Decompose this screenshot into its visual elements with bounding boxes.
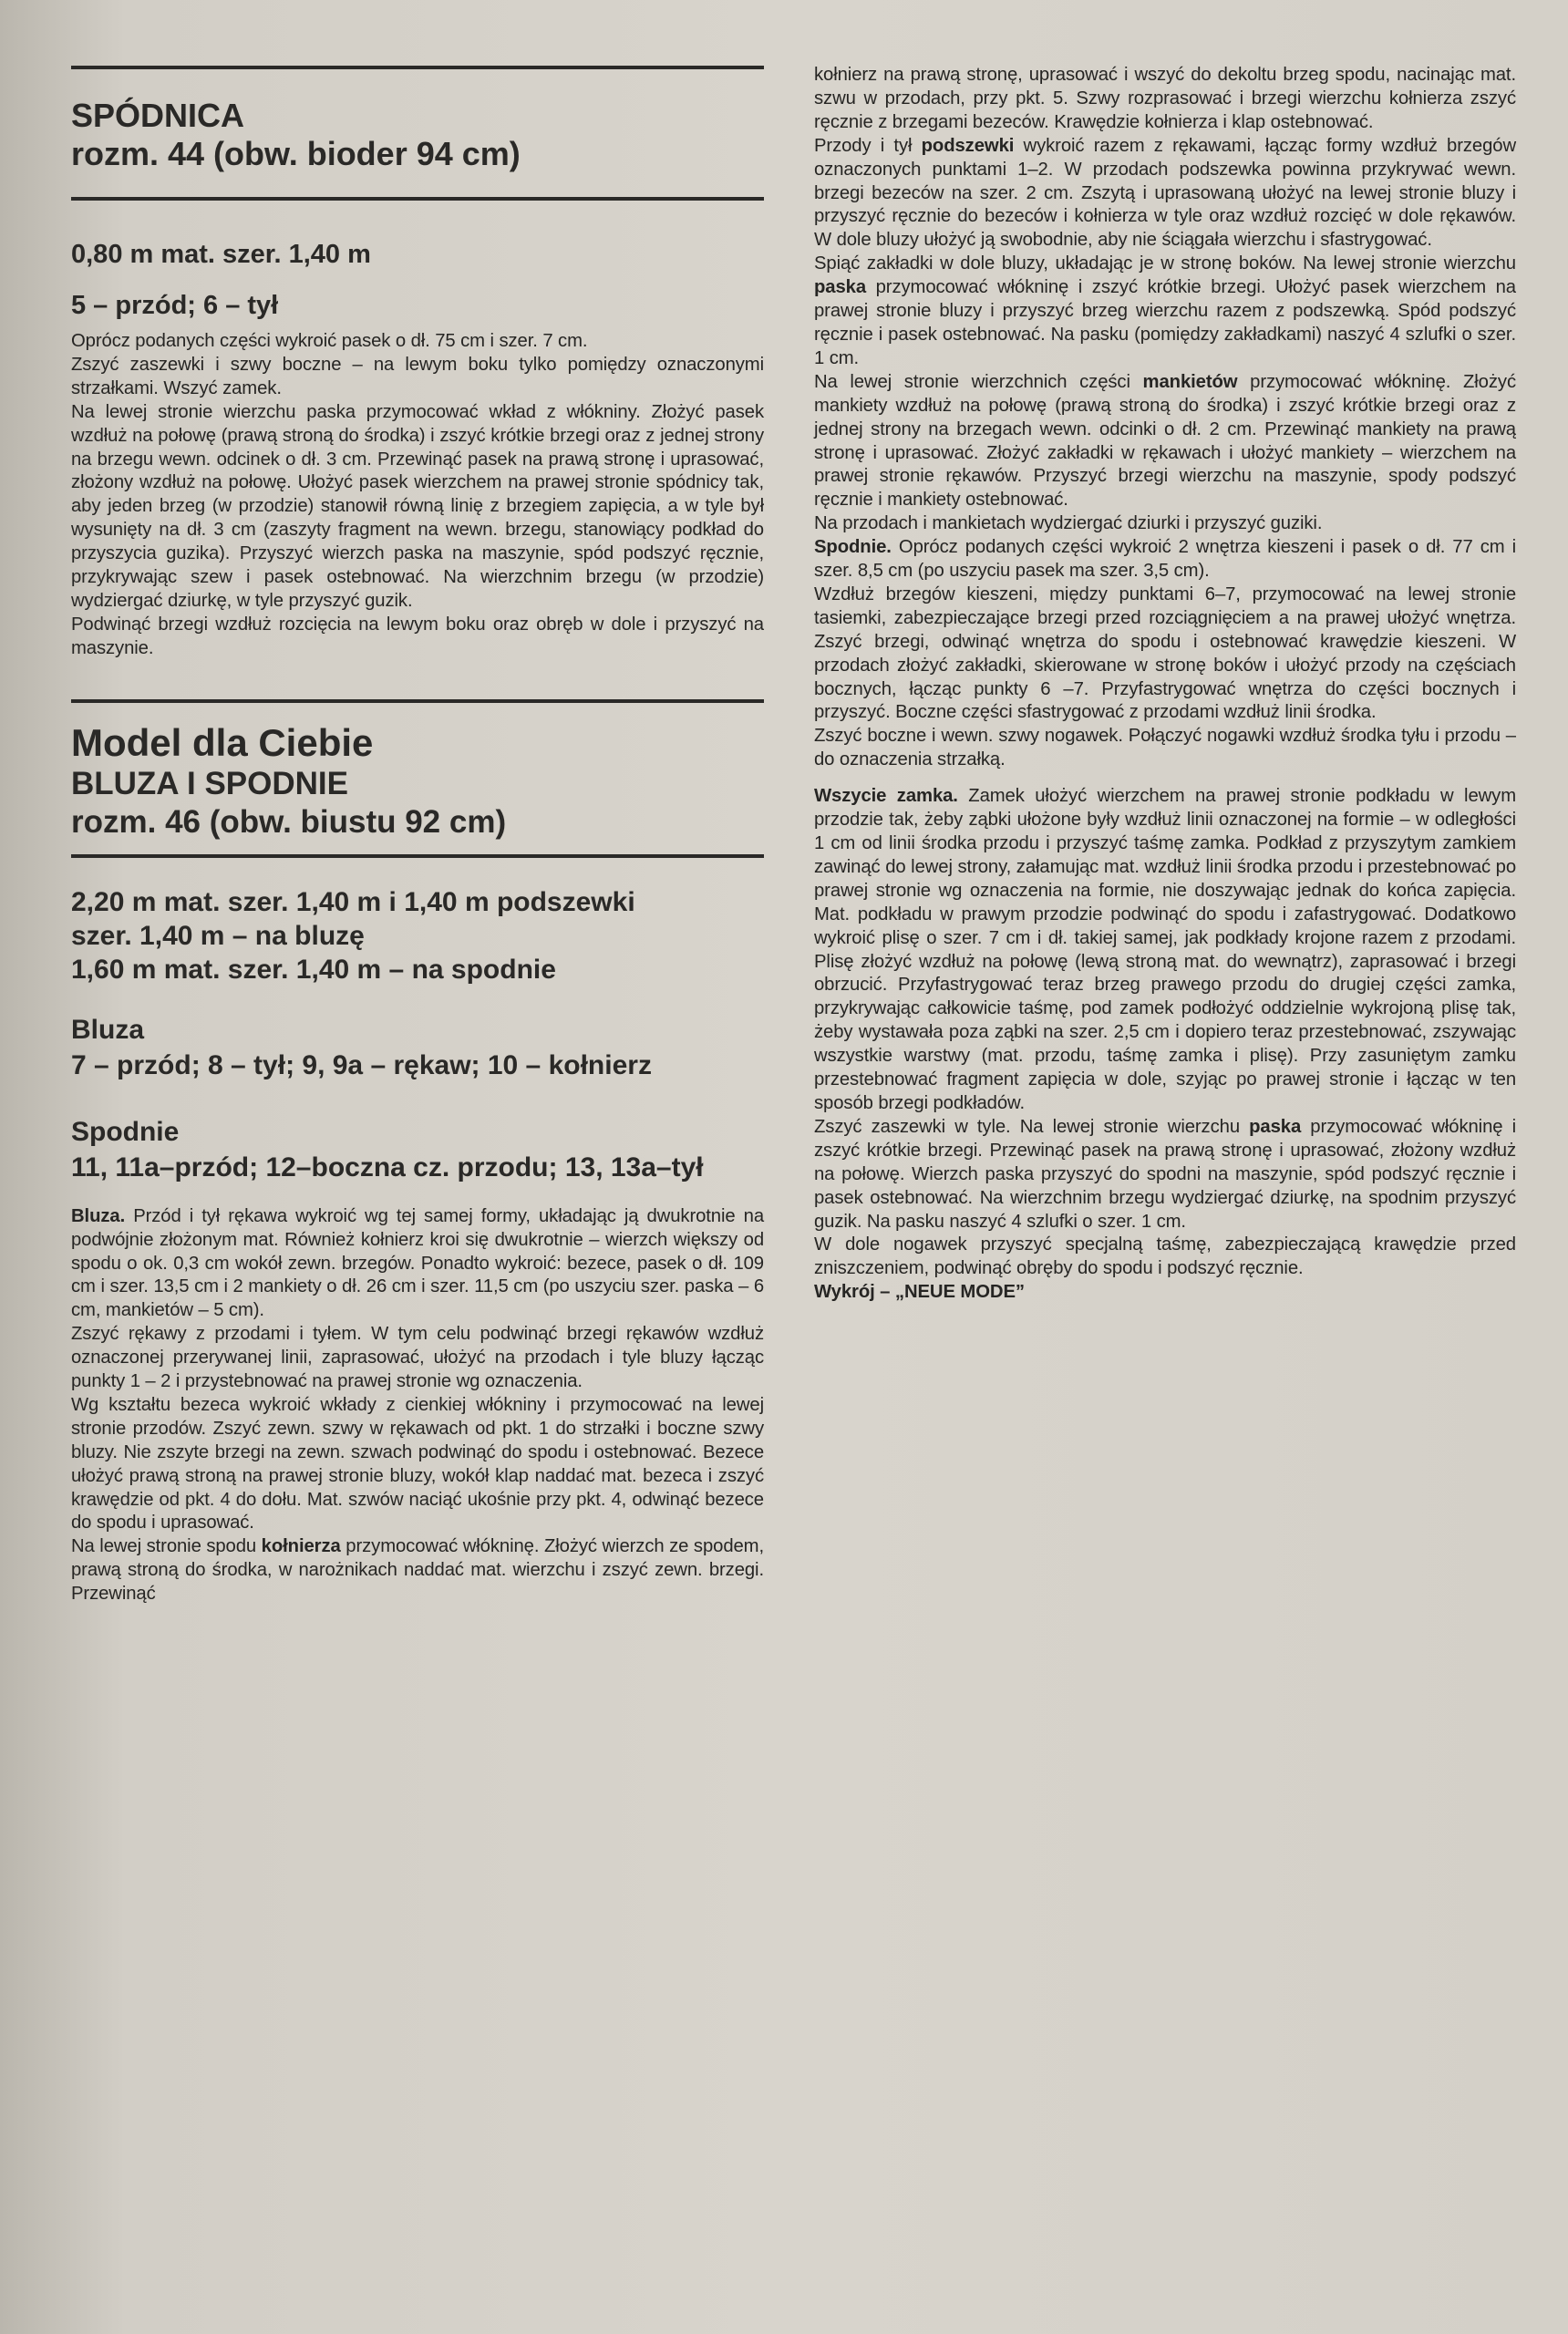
left-column	[71, 0, 764, 1606]
pattern-credit: Wykrój – „NEUE MODE”	[814, 1282, 1025, 1303]
paragraph: Podwinąć brzegi wzdłuż rozcięcia na lewym boku oraz obręb w dole i przyszyć na maszynie.	[71, 614, 764, 658]
paragraph: Zszyć boczne i wewn. szwy nogawek. Połączyć nogawki wzdłuż środka tyłu i przodu – do oznaczenia strzałką.	[814, 726, 1516, 770]
paragraph: Przody i tył podszewki wykroić razem z rękawami, łącząc formy wzdłuż brzegów oznaczonych punktami 1–2. W przodach podszewka powinna przykrywać wewn. brzegi bezeców na szer. 2 cm. Zszytą i uprasowaną ułożyć na lewej stronie bluzy i przyszyć ręcznie do bezeców i kołnierza w tyle oraz wzdłuż rozcięć w dole rękawów. W dole bluzy ułożyć ją swobodnie, aby nie ściągała wierzchu i sfastrygować.	[814, 135, 1516, 251]
skirt-parts: 5 – przód; 6 – tył	[71, 291, 279, 320]
skirt-material: 0,80 m mat. szer. 1,40 m	[71, 240, 371, 269]
skirt-title: SPÓDNICA	[71, 97, 245, 134]
model-subtitle: BLUZA I SPODNIE	[71, 765, 348, 801]
continued-instructions	[814, 64, 1516, 1305]
skirt-size: rozm. 44 (obw. bioder 94 cm)	[71, 135, 521, 172]
material-line: 2,20 m mat. szer. 1,40 m i 1,40 m podszewki	[71, 886, 635, 917]
model-size: rozm. 46 (obw. biustu 92 cm)	[71, 803, 507, 840]
lead-in: Wszycie zamka.	[814, 786, 958, 807]
model-title: Model dla Ciebie	[71, 720, 374, 764]
paragraph: Spodnie. Oprócz podanych części wykroić 2 wnętrza kieszeni i pasek o dł. 77 cm i szer. 8,5 cm (po uszyciu pasek ma szer. 3,5 cm).	[814, 537, 1516, 582]
material-line: szer. 1,40 m – na bluzę	[71, 920, 365, 951]
paragraph: Bluza. Przód i tył rękawa wykroić wg tej samej formy, układając ją dwukrotnie na podwójnie złożonym mat. Również kołnierz kroi się dwukrotnie – wierzch większy od spodu o ok. 0,3 cm wokół zewn. brzegów. Ponadto wykroić: bezece, pasek o dł. 109 cm i szer. 13,5 cm i 2 mankiety o dł. 26 cm i szer. 11,5 cm (po uszyciu szer. paska – 6 cm, mankietów – 5 cm).	[71, 1205, 764, 1321]
paragraph: Zszyć rękawy z przodami i tyłem. W tym celu podwinąć brzegi rękawów wzdłuż oznaczonej przerywanej linii, zaprasować, ułożyć na przodach i tyle bluzy łącząc punkty 1 – 2 i przystebnować na prawej stronie wg oznaczenia.	[71, 1324, 764, 1392]
blouse-heading: Bluza	[71, 1014, 145, 1045]
divider	[71, 854, 764, 858]
lead-in: Spodnie.	[814, 537, 892, 558]
divider	[71, 699, 764, 703]
divider	[71, 66, 764, 69]
paragraph: Oprócz podanych części wykroić pasek o dł. 75 cm i szer. 7 cm.	[71, 331, 588, 351]
blouse-parts: 7 – przód; 8 – tył; 9, 9a – rękaw; 10 – kołnierz	[71, 1049, 652, 1080]
paragraph: Na lewej stronie wierzchnich części mankietów przymocować włókninę. Złożyć mankiety wzdłuż na połowę (prawą stroną do środka) i zszyć krótkie brzegi oraz z jednej strony na brzegach wewn. odcinki o dł. 2 cm. Przewinąć mankiety na prawą stronę i uprasować. Złożyć zakładki w rękawach i ułożyć mankiety – wierzchem na prawej stronie rękawów. Przyszyć brzegi wierzchu na maszynie, spody podszyć ręcznie i mankiety ostebnować.	[814, 371, 1516, 511]
paragraph: Na przodach i mankietach wydziergać dziurki i przyszyć guziki.	[814, 513, 1323, 534]
trousers-parts: 11, 11a–przód; 12–boczna cz. przodu; 13, 13a–tył	[71, 1152, 704, 1182]
paragraph: Zszyć zaszewki i szwy boczne – na lewym boku tylko pomiędzy oznaczonymi strzałkami. Wszyć zamek.	[71, 354, 764, 398]
paragraph: Spiąć zakładki w dole bluzy, układając je w stronę boków. Na lewej stronie wierzchu paska przymocować włókninę i zszyć krótkie brzegi. Ułożyć pasek wierzchem na prawej stronie bluzy i przyszyć brzeg wierzchu razem z podszewką. Spód podszyć ręcznie i pasek ostebnować. Na pasku (pomiędzy zakładkami) naszyć 4 szlufki o szer. 1 cm.	[814, 253, 1516, 368]
paragraph: Na lewej stronie spodu kołnierza przymocować włókninę. Złożyć wierzch ze spodem, prawą stroną do środka, w narożnikach naddać mat. wierzchu i zszyć zewn. brzegi. Przewinąć	[71, 1536, 765, 1605]
trousers-heading: Spodnie	[71, 1116, 180, 1147]
skirt-header	[71, 97, 764, 173]
blouse-instructions	[71, 1205, 764, 1606]
skirt-instructions	[71, 330, 764, 661]
paragraph: Wg kształtu bezeca wykroić wkłady z cienkiej włókniny i przymocować na lewej stronie przodów. Zszyć zewn. szwy w rękawach od pkt. 1 do strzałki i boczne szwy bluzy. Nie zszyte brzegi na zewn. szwach podwinąć do spodu i ostebnować. Bezece ułożyć prawą stroną na prawej stronie bluzy, wokół klap naddać mat. bezeca i zszyć krawędzie od pkt. 4 do dołu. Mat. szwów naciąć ukośnie przy pkt. 4, odwinąć bezece do spodu i uprasować.	[71, 1394, 764, 1534]
model-materials	[71, 885, 764, 986]
lead-in: Bluza.	[71, 1205, 126, 1226]
blouse-parts-block	[71, 1012, 764, 1083]
divider	[71, 197, 764, 201]
paragraph: Wszycie zamka. Zamek ułożyć wierzchem na prawej stronie podkładu w lewym przodzie tak, żeby ząbki ułożone były wzdłuż linii oznaczonej na formie – w odległości 1 cm od linii środka przodu i przyszyć taśmę zamka. Podkład z przyszytym zamkiem zawinąć do lewej strony, załamując mat. wzdłuż linii środka przodu i przestebnować po prawej stronie wg oznaczenia na formie, nie doszywając jednak do końca zapięcia. Mat. podkładu w prawym przodzie podwinąć do spodu i zafastrygować. Dodatkowo wykroić plisę o szer. 7 cm i dł. takiej samej, jak podkłady krojone razem z przodami. Plisę złożyć wzdłuż na połowę (lewą stroną mat. do wewnątrz), zaprasować i brzegi obrzucić. Przyfastrygować teraz brzeg prawego przodu do drugiej części zamka, przykrywając całkowicie taśmę, pod zamek podłożyć oddzielnie wykrojoną plisę tak, żeby wystawała poza ząbki na szer. 2,5 cm i dopiero teraz przestebnować, zszywając wszystkie warstwy (mat. przodu, taśmę zamka i plisę). Przy zasuniętym zamku przestebnować fragment zapięcia w dole, szyjąc po prawej stronie i łącząc w ten sposób brzegi podkładów.	[814, 786, 1517, 1113]
model-header	[71, 721, 764, 842]
paragraph: W dole nogawek przyszyć specjalną taśmę, zabezpieczającą krawędzie przed zniszczeniem, podwinąć obręby do spodu i podszyć ręcznie.	[814, 1234, 1516, 1279]
paragraph: Wzdłuż brzegów kieszeni, między punktami 6–7, przymocować na lewej stronie tasiemki, zabezpieczające brzegi przed rozciągnięciem a na prawej ułożyć wnętrza. Zszyć brzegi, odwinąć wnętrza do spodu i ostebnować krawędzie kieszeni. W przodach złożyć zakładki, skierowane w stronę boków i ułożyć przody na częściach bocznych, łącząc punkty 6 –7. Przyfastrygować wnętrza do części bocznych i przyszyć. Boczne części sfastrygować z przodami wzdłuż linii środka.	[814, 584, 1516, 723]
right-column	[814, 0, 1516, 1305]
paragraph: Na lewej stronie wierzchu paska przymocować wkład z włókniny. Złożyć pasek wzdłuż na połowę (prawą stroną do środka) i zszyć krótkie brzegi oraz z jednej strony na brzegu wewn. odcinek o dł. 3 cm. Przewinąć pasek na prawą stronę i uprasować, złożony wzdłuż na połowę. Ułożyć pasek wierzchem na prawej stronie spódnicy tak, aby jeden brzeg (w przodzie) stanowił równą linię z brzegiem zapięcia, a w tyle był wysunięty na dł. 3 cm (zaszyty fragment na wewn. brzegu, stanowiący podkład do przyszycia guzika). Przyszyć wierzch paska na maszynie, spód podszyć ręcznie, przykrywając szew i pasek ostebnować. Na wierzchnim brzegu (w przodzie) wydziergać dziurkę, w tyle przyszyć guzik.	[71, 401, 764, 611]
paragraph: kołnierz na prawą stronę, uprasować i wszyć do dekoltu brzeg spodu, nacinając mat. szwu w przodach, przy pkt. 5. Szwy rozprasować i brzegi wierzchu kołnierza zszyć ręcznie z brzegami bezeców. Krawędzie kołnierza i klap ostebnować.	[814, 65, 1516, 132]
paragraph: Zszyć zaszewki w tyle. Na lewej stronie wierzchu paska przymocować włókninę i zszyć krótkie brzegi. Przewinąć pasek na prawą stronę i uprasować, złożony wzdłuż na połowę. Wierzch paska przyszyć do spodni na maszynie, spód podszyć ręcznie i pasek ostebnować. Na wierzchnim brzegu wydziergać dziurkę, na spodnim przyszyć guzik. Na pasku naszyć 4 szlufki o szer. 1 cm.	[814, 1116, 1516, 1232]
trousers-parts-block	[71, 1114, 764, 1185]
material-line: 1,60 m mat. szer. 1,40 m – na spodnie	[71, 954, 556, 985]
